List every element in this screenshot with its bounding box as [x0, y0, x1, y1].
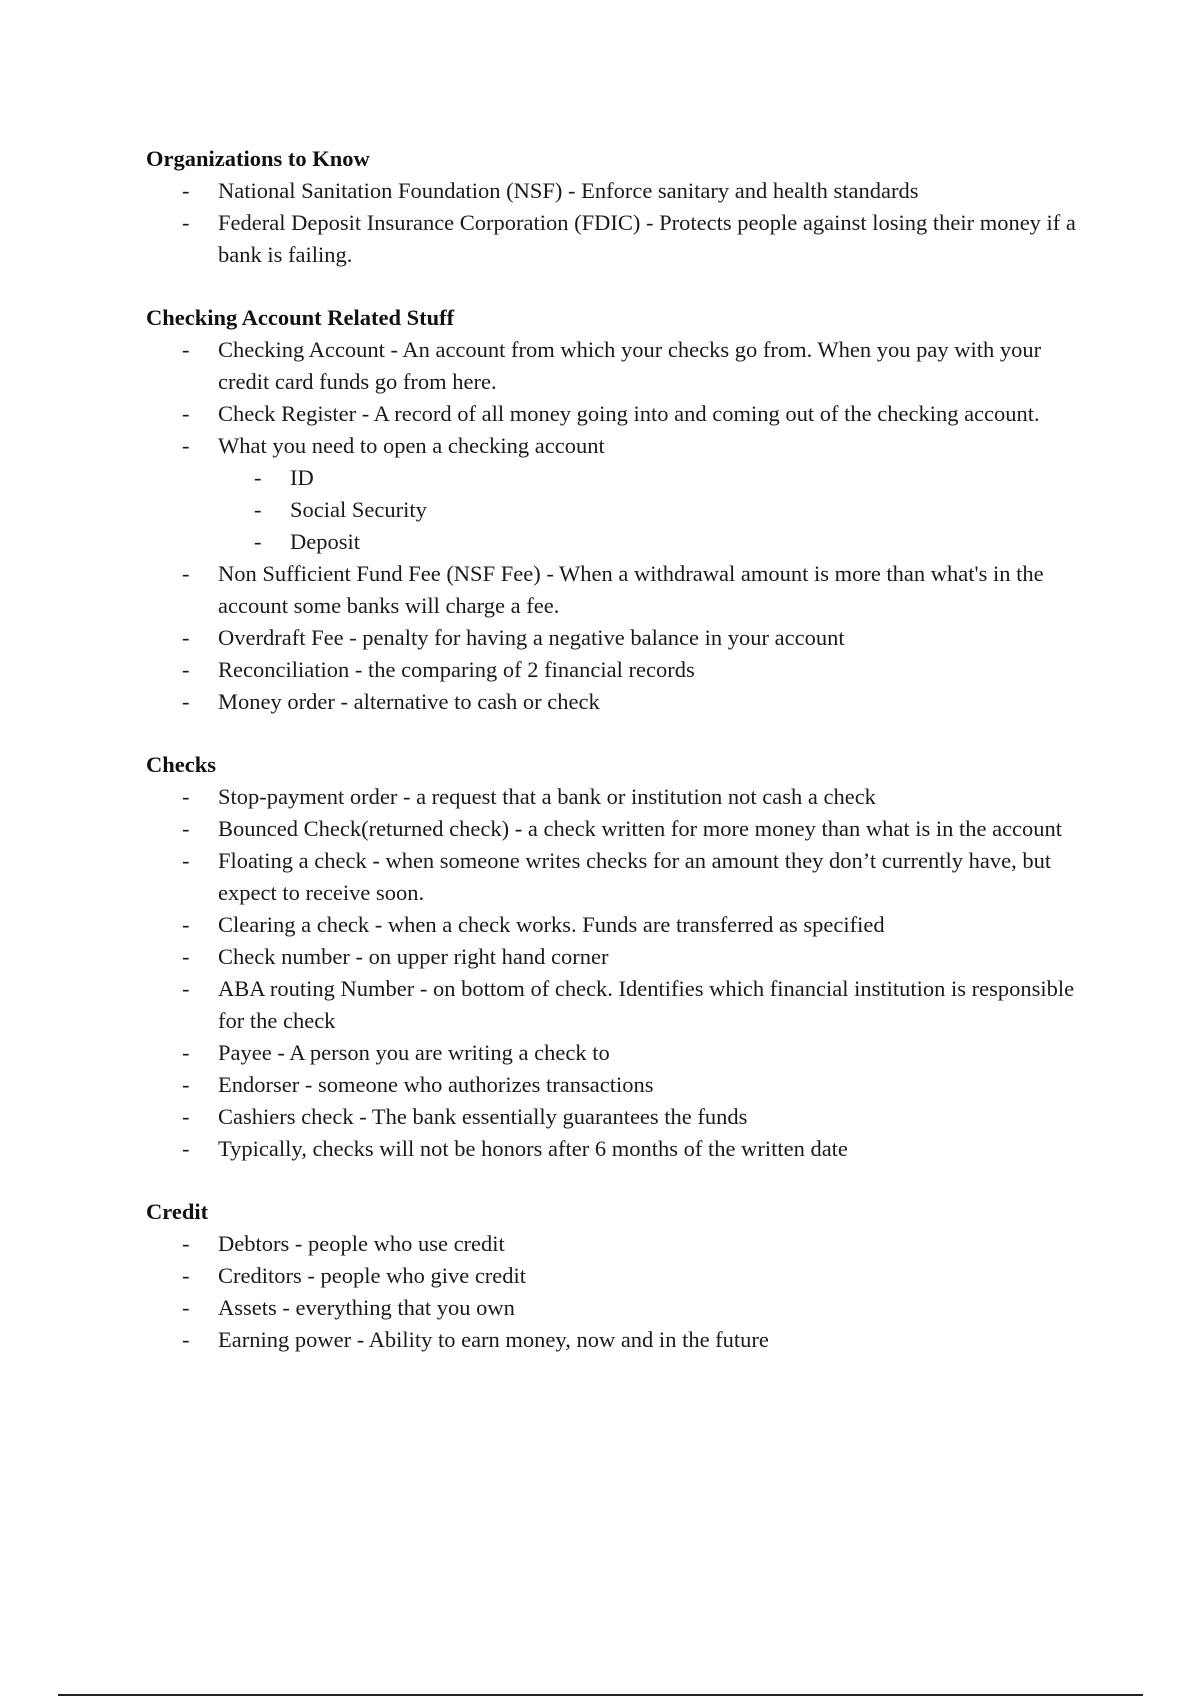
list-item: - Debtors - people who use credit [146, 1228, 1086, 1260]
bullet-list [146, 334, 1086, 718]
list-item: - Typically, checks will not be honors after 6 months of the written date [146, 1133, 1086, 1165]
sub-list-item: - Deposit [218, 526, 1086, 558]
document-page [146, 143, 1086, 1387]
list-item [146, 430, 1086, 558]
footer-divider [58, 1694, 1143, 1696]
list-item: - National Sanitation Foundation (NSF) - Enforce sanitary and health standards [146, 175, 1086, 207]
list-item: - Non Sufficient Fund Fee (NSF Fee) - When a withdrawal amount is more than what's in the account some banks will charge a fee. [146, 558, 1086, 622]
list-item: - Checking Account - An account from which your checks go from. When you pay with your credit card funds go from here. [146, 334, 1086, 398]
list-item: - Check Register - A record of all money going into and coming out of the checking account. [146, 398, 1086, 430]
list-item: - Stop-payment order - a request that a bank or institution not cash a check [146, 781, 1086, 813]
list-item: - Creditors - people who give credit [146, 1260, 1086, 1292]
list-item: - Endorser - someone who authorizes transactions [146, 1069, 1086, 1101]
sub-list-item: - Social Security [218, 494, 1086, 526]
list-item: - Earning power - Ability to earn money, now and in the future [146, 1324, 1086, 1356]
list-item: - Payee - A person you are writing a check to [146, 1037, 1086, 1069]
section-heading: Credit [146, 1199, 209, 1224]
section-heading: Organizations to Know [146, 146, 370, 171]
section-heading: Checking Account Related Stuff [146, 305, 455, 330]
list-item: - Clearing a check - when a check works. Funds are transferred as specified [146, 909, 1086, 941]
list-item: - Overdraft Fee - penalty for having a negative balance in your account [146, 622, 1086, 654]
sub-bullet-list [218, 462, 1086, 558]
section-checks [146, 749, 1086, 1165]
section-organizations [146, 143, 1086, 271]
list-item: - Assets - everything that you own [146, 1292, 1086, 1324]
sub-list-item: - ID [218, 462, 1086, 494]
bullet-list [146, 175, 1086, 271]
list-item: - ABA routing Number - on bottom of check. Identifies which financial institution is responsible for the check [146, 973, 1086, 1037]
bullet-list [146, 1228, 1086, 1356]
list-item: - Money order - alternative to cash or check [146, 686, 1086, 718]
section-checking-account [146, 302, 1086, 718]
list-item: - Federal Deposit Insurance Corporation (FDIC) - Protects people against losing their money if a bank is failing. [146, 207, 1086, 271]
section-heading: Checks [146, 752, 217, 777]
list-item: - Reconciliation - the comparing of 2 financial records [146, 654, 1086, 686]
list-item-text: What you need to open a checking account [218, 433, 605, 458]
list-item: - Check number - on upper right hand corner [146, 941, 1086, 973]
list-item: - Floating a check - when someone writes checks for an amount they don’t currently have, but expect to receive soon. [146, 845, 1086, 909]
bullet-list [146, 781, 1086, 1165]
list-item: - Bounced Check(returned check) - a check written for more money than what is in the account [146, 813, 1086, 845]
section-credit [146, 1196, 1086, 1356]
list-item: - Cashiers check - The bank essentially guarantees the funds [146, 1101, 1086, 1133]
